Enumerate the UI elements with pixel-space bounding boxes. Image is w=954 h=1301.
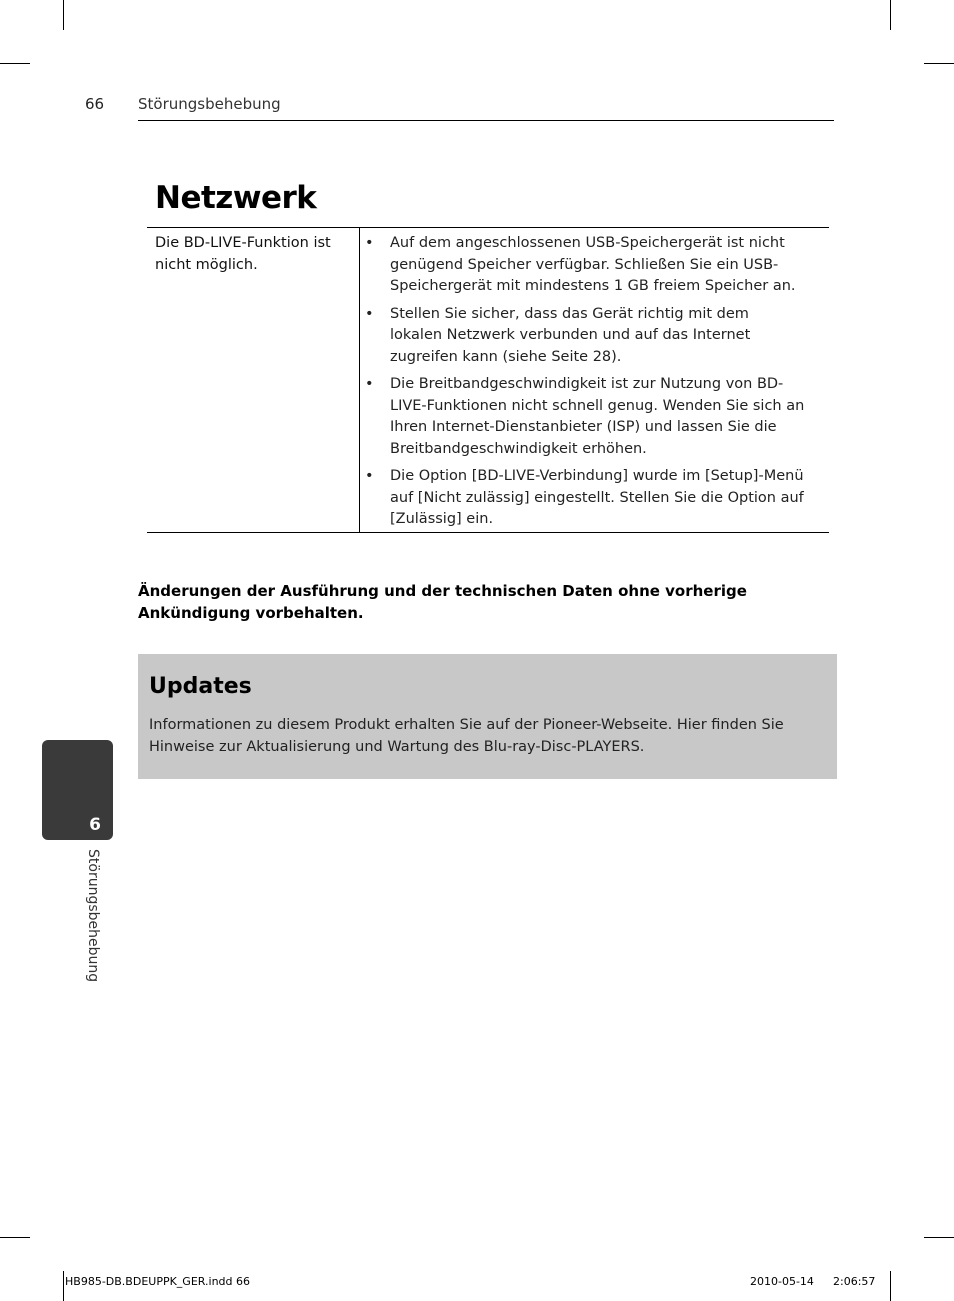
chapter-label: Störungsbehebung xyxy=(85,849,101,983)
updates-box xyxy=(138,654,837,779)
solution-text: Stellen Sie sicher, dass das Gerät richtig mit dem lokalen Netzwerk verbunden und auf das Internet zugreifen kann (siehe Seite 28). xyxy=(390,305,751,365)
crop-mark xyxy=(63,0,64,30)
updates-text: Informationen zu diesem Produkt erhalten Sie auf der Pioneer-Webseite. Hier finden Sie Hinweise zur Aktualisierung und Wartung des Blu-ray-Disc-PLAYERS. xyxy=(149,717,784,755)
updates-title: Updates xyxy=(149,674,252,699)
solution-item xyxy=(365,374,805,460)
solution-text: Auf dem angeschlossenen USB-Speichergerät ist nicht genügend Speicher verfügbar. Schließen Sie ein USB-Speichergerät mit mindestens 1 GB freiem Speicher an. xyxy=(390,235,796,294)
crop-mark xyxy=(0,63,30,64)
solution-text: Die Breitbandgeschwindigkeit ist zur Nutzung von BD-LIVE-Funktionen nicht schnell genug. Wenden Sie sich an Ihren Internet-Dienstanbieter (ISP) und lassen Sie die Breitbandgeschwindigkeit erhöhen. xyxy=(390,376,805,457)
solution-text: Die Option [BD-LIVE-Verbindung] wurde im [Setup]-Menü auf [Nicht zulässig] eingestellt. Stellen Sie die Option auf [Zulässig] ein. xyxy=(390,468,804,527)
troubleshooting-table xyxy=(147,227,829,533)
notice-text: Änderungen der Ausführung und der technischen Daten ohne vorherige Ankündigung vorbehalten. xyxy=(138,582,747,622)
crop-mark xyxy=(890,1271,891,1301)
section-title: Störungsbehebung xyxy=(138,95,281,113)
footer-time: 2:06:57 xyxy=(833,1275,876,1288)
bullet-icon: • xyxy=(365,235,374,251)
footer-date: 2010-05-14 xyxy=(750,1275,814,1288)
bullet-icon: • xyxy=(365,468,374,484)
column-divider xyxy=(359,228,360,532)
solution-item xyxy=(365,466,805,531)
bullet-icon: • xyxy=(365,305,374,322)
problem-cell: Die BD-LIVE-Funktion ist nicht möglich. xyxy=(155,235,331,273)
page-title: Netzwerk xyxy=(155,180,317,216)
crop-mark xyxy=(924,63,954,64)
chapter-tab xyxy=(42,740,113,840)
crop-mark xyxy=(63,1271,64,1301)
crop-mark xyxy=(0,1237,30,1238)
solution-list xyxy=(365,233,805,537)
crop-mark xyxy=(890,0,891,30)
footer-filename: HB985-DB.BDEUPPK_GER.indd 66 xyxy=(65,1275,251,1288)
chapter-number: 6 xyxy=(89,815,101,835)
page-number: 66 xyxy=(85,95,105,113)
solution-item xyxy=(365,233,805,298)
page-header xyxy=(85,95,834,121)
crop-mark xyxy=(924,1237,954,1238)
bullet-icon: • xyxy=(365,376,374,392)
solution-item xyxy=(365,304,805,369)
